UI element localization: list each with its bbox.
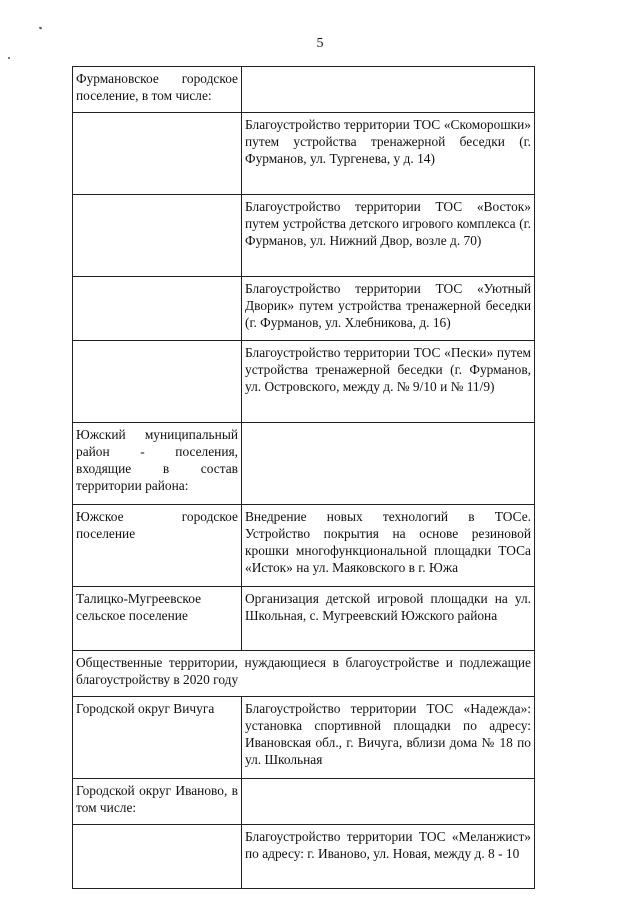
project-cell: Внедрение новых технологий в ТОСе. Устройство покрытия на основе резиновой крошки многофункциональной площадки ТОСа «Исток» на ул. Маяковского в г. Южа — [242, 505, 535, 587]
project-cell — [242, 779, 535, 825]
table-row — [73, 67, 535, 113]
project-cell — [242, 423, 535, 505]
project-cell — [242, 67, 535, 113]
project-cell: Организация детской игровой площадки на ул. Школьная, с. Мугреевский Южского района — [242, 587, 535, 651]
table-row — [73, 423, 535, 505]
page-number: 5 — [316, 36, 324, 51]
section-heading-row — [73, 651, 535, 697]
table-row — [73, 697, 535, 779]
municipality-cell: Южский муниципальный район - поселения, входящие в состав территории района: — [73, 423, 242, 505]
municipality-cell — [73, 277, 242, 341]
municipality-cell: Городской округ Иваново, в том числе: — [73, 779, 242, 825]
table-row — [73, 825, 535, 889]
section-heading: Общественные территории, нуждающиеся в благоустройстве и подлежащие благоустройству в 2020 году — [73, 651, 535, 697]
municipality-cell: Фурмановское городское поселение, в том числе: — [73, 67, 242, 113]
table-row — [73, 779, 535, 825]
scan-speck — [39, 26, 43, 29]
table-row — [73, 587, 535, 651]
territories-table — [72, 66, 535, 889]
project-cell: Благоустройство территории ТОС «Пески» путем устройства тренажерной беседки (г. Фурманов, ул. Островского, между д. № 9/10 и № 11/9) — [242, 341, 535, 423]
table-row — [73, 505, 535, 587]
project-cell: Благоустройство территории ТОС «Скоморошки» путем устройства тренажерной беседки (г. Фурманов, ул. Тургенева, у д. 14) — [242, 113, 535, 195]
table-row — [73, 341, 535, 423]
municipality-cell: Талицко-Мугреевское сельское поселение — [73, 587, 242, 651]
project-cell: Благоустройство территории ТОС «Уютный Дворик» путем устройства тренажерной беседки (г. Фурманов, ул. Хлебникова, д. 16) — [242, 277, 535, 341]
table-row — [73, 195, 535, 277]
table-row — [73, 113, 535, 195]
municipality-cell: Южское городское поселение — [73, 505, 242, 587]
municipality-cell — [73, 825, 242, 889]
municipality-cell — [73, 195, 242, 277]
project-cell: Благоустройство территории ТОС «Меланжист» по адресу: г. Иваново, ул. Новая, между д. 8 - 10 — [242, 825, 535, 889]
table-row — [73, 277, 535, 341]
project-cell: Благоустройство территории ТОС «Восток» путем устройства детского игрового комплекса (г. Фурманов, ул. Нижний Двор, возле д. 70) — [242, 195, 535, 277]
municipality-cell — [73, 113, 242, 195]
scan-speck — [8, 57, 10, 59]
project-cell: Благоустройство территории ТОС «Надежда»: установка спортивной площадки по адресу: Ивановская обл., г. Вичуга, вблизи дома № 18 по ул. Школьная — [242, 697, 535, 779]
municipality-cell: Городской округ Вичуга — [73, 697, 242, 779]
municipality-cell — [73, 341, 242, 423]
